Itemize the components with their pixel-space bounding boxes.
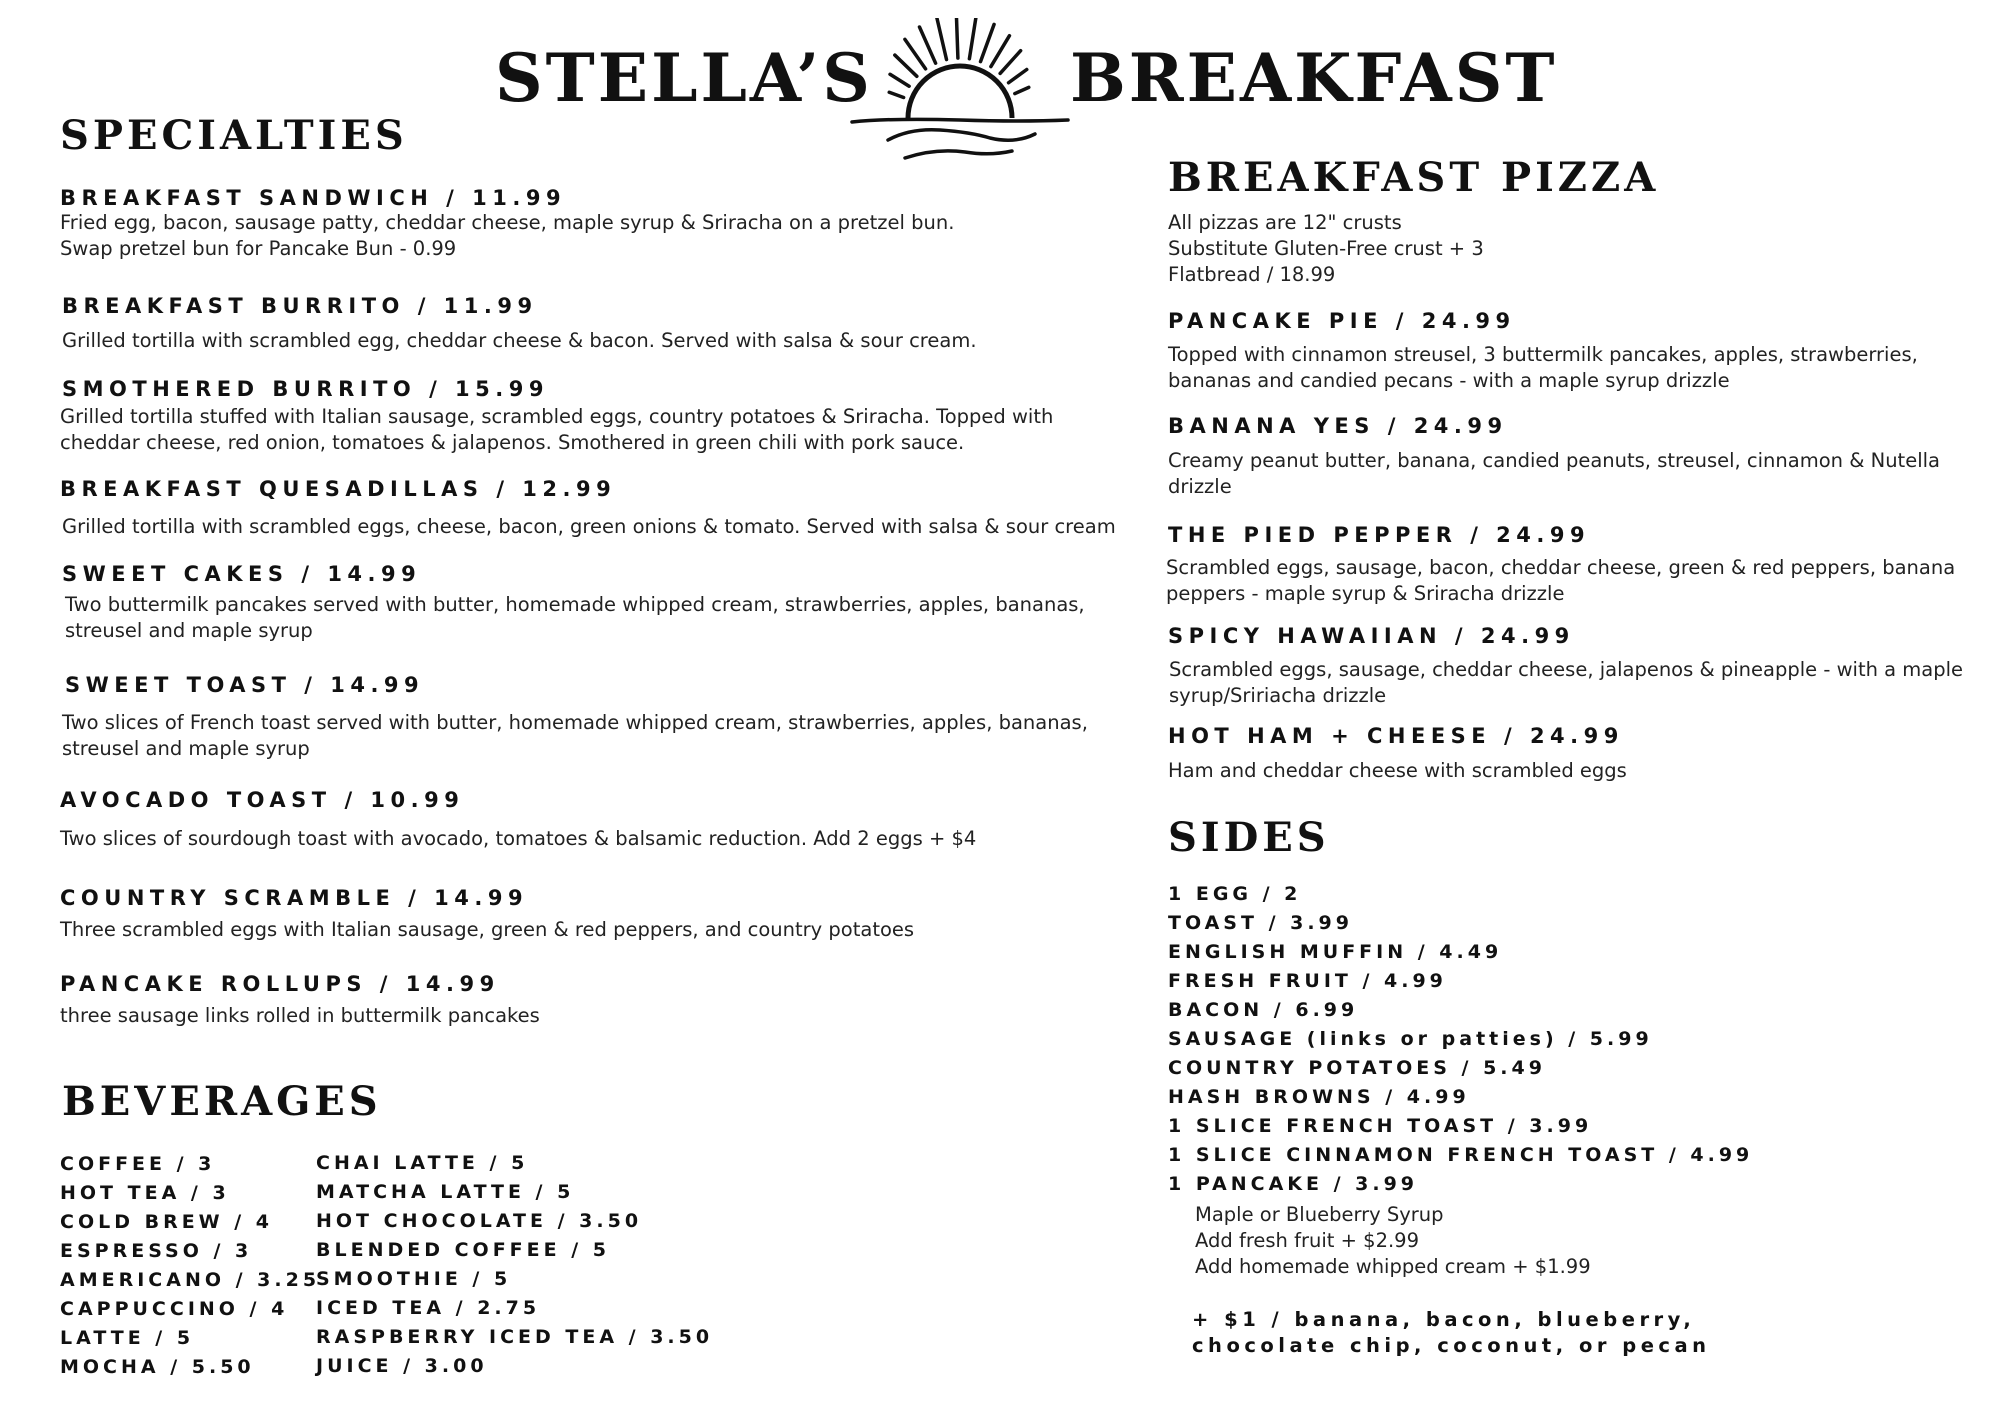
beverage-item: ICED TEA / 2.75 [316,1297,541,1319]
side-item: 1 PANCAKE / 3.99 [1168,1173,1419,1195]
specialty-item [62,294,1137,354]
pizza-heading: BREAKFAST PIZZA [1168,154,1660,201]
specialty-item [60,186,1135,262]
specialty-item [60,477,1135,501]
pancake-note: Add homemade whipped cream + $1.99 [1195,1255,1591,1278]
beverage-item: JUICE / 3.00 [316,1355,488,1377]
beverage-item: RASPBERRY ICED TEA / 3.50 [316,1326,714,1348]
item-description: Scrambled eggs, sausage, cheddar cheese, jalapenos & pineapple - with a maple syrup/Sririacha drizzle [1169,658,1964,707]
specialty-item [60,886,1135,910]
side-item: TOAST / 3.99 [1168,912,1353,934]
title-right: BREAKFAST [1070,39,1558,117]
pancake-note: Add fresh fruit + $2.99 [1195,1229,1419,1252]
pizza-intro [1168,210,1958,288]
side-item: FRESH FRUIT / 4.99 [1168,970,1447,992]
item-title: HOT HAM + CHEESE / 24.99 [1168,724,1624,748]
item-description: Grilled tortilla with scrambled eggs, cheese, bacon, green onions & tomato. Served with salsa & sour cream [62,515,1116,538]
side-item: 1 SLICE FRENCH TOAST / 3.99 [1168,1115,1593,1137]
pizza-intro-line: All pizzas are 12" crusts [1168,211,1402,234]
beverage-item: AMERICANO / 3.25 [60,1269,321,1291]
side-item: 1 EGG / 2 [1168,883,1302,905]
item-title: SMOTHERED BURRITO / 15.99 [62,377,549,401]
beverages-column-1 [60,1150,320,1382]
item-title: COUNTRY SCRAMBLE / 14.99 [60,886,529,910]
title-left: STELLA’S [495,39,873,117]
beverage-item: BLENDED COFFEE / 5 [316,1239,611,1261]
specialty-item [60,788,1135,812]
beverage-item: MOCHA / 5.50 [60,1356,255,1378]
side-item: COUNTRY POTATOES / 5.49 [1168,1057,1546,1079]
item-title: THE PIED PEPPER / 24.99 [1168,523,1591,547]
beverage-item: LATTE / 5 [60,1327,195,1349]
item-description: Grilled tortilla with scrambled egg, cheddar cheese & bacon. Served with salsa & sour cream. [62,329,977,352]
item-description: Swap pretzel bun for Pancake Bun - 0.99 [60,237,457,260]
pizza-intro-line: Substitute Gluten-Free crust + 3 [1168,237,1484,260]
specialty-item [60,972,1135,996]
pizza-item [1168,414,1968,438]
beverage-item: COLD BREW / 4 [60,1211,274,1233]
specialty-item [62,562,1137,586]
item-title: BANANA YES / 24.99 [1168,414,1508,438]
sides-list [1168,880,1753,1199]
side-item: SAUSAGE (links or patties) / 5.99 [1168,1028,1653,1050]
item-description: Grilled tortilla stuffed with Italian sausage, scrambled eggs, country potatoes & Sriracha. Topped with cheddar cheese, red onion, tomatoes & jalapenos. Smothered in green chili with pork sauce. [60,405,1054,454]
specialties-heading: SPECIALTIES [60,112,408,159]
item-title: SWEET CAKES / 14.99 [62,562,422,586]
beverage-item: COFFEE / 3 [60,1153,216,1175]
side-item: ENGLISH MUFFIN / 4.49 [1168,941,1503,963]
sides-heading: SIDES [1168,814,1330,861]
item-description: three sausage links rolled in buttermilk pancakes [60,1004,540,1027]
pancake-notes [1195,1202,1591,1280]
side-item: 1 SLICE CINNAMON FRENCH TOAST / 4.99 [1168,1144,1754,1166]
item-description: Fried egg, bacon, sausage patty, cheddar cheese, maple syrup & Sriracha on a pretzel bun. [60,211,955,234]
item-description: Three scrambled eggs with Italian sausage, green & red peppers, and country potatoes [60,918,915,941]
item-title: PANCAKE ROLLUPS / 14.99 [60,972,500,996]
item-title: AVOCADO TOAST / 10.99 [60,788,465,812]
pizza-item [1168,624,1968,648]
item-title: BREAKFAST QUESADILLAS / 12.99 [60,477,617,501]
item-description: Ham and cheddar cheese with scrambled eggs [1168,759,1627,782]
item-description: Topped with cinnamon streusel, 3 buttermilk pancakes, apples, strawberries, bananas and candied pecans - with a maple syrup drizzle [1168,343,1918,392]
beverage-item: SMOOTHIE / 5 [316,1268,512,1290]
pizza-intro-line: Flatbread / 18.99 [1168,263,1336,286]
beverage-item: HOT CHOCOLATE / 3.50 [316,1210,643,1232]
beverage-item: CAPPUCCINO / 4 [60,1298,289,1320]
item-description: Two slices of French toast served with butter, homemade whipped cream, strawberries, apples, bananas, streusel and maple syrup [62,711,1088,760]
item-title: BREAKFAST BURRITO / 11.99 [62,294,538,318]
pizza-item [1168,309,1968,333]
beverage-item: ESPRESSO / 3 [60,1240,253,1262]
beverages-column-2 [316,1149,713,1381]
item-description: Two buttermilk pancakes served with butter, homemade whipped cream, strawberries, apples, bananas, streusel and maple syrup [65,593,1085,642]
extras-note: + $1 / banana, bacon, blueberry, chocolate chip, coconut, or pecan [1192,1308,1711,1357]
item-title: SPICY HAWAIIAN / 24.99 [1168,624,1575,648]
item-description: Creamy peanut butter, banana, candied peanuts, streusel, cinnamon & Nutella drizzle [1168,449,1940,498]
beverage-item: MATCHA LATTE / 5 [316,1181,575,1203]
item-description: Scrambled eggs, sausage, bacon, cheddar cheese, green & red peppers, banana peppers - maple syrup & Sriracha drizzle [1166,556,1956,605]
specialty-item [62,377,1137,401]
beverage-item: CHAI LATTE / 5 [316,1152,529,1174]
side-item: BACON / 6.99 [1168,999,1359,1021]
pizza-item [1168,724,1968,748]
item-title: PANCAKE PIE / 24.99 [1168,309,1516,333]
pizza-item [1168,523,1968,547]
item-description: Two slices of sourdough toast with avocado, tomatoes & balsamic reduction. Add 2 eggs + $4 [60,827,977,850]
specialty-item [65,673,1140,697]
side-item: HASH BROWNS / 4.99 [1168,1086,1470,1108]
pancake-note: Maple or Blueberry Syrup [1195,1203,1444,1226]
item-title: SWEET TOAST / 14.99 [65,673,425,697]
sunrise-over-water-icon [850,18,1070,163]
item-title: BREAKFAST SANDWICH / 11.99 [60,186,567,210]
beverages-heading: BEVERAGES [62,1078,382,1125]
beverage-item: HOT TEA / 3 [60,1182,230,1204]
